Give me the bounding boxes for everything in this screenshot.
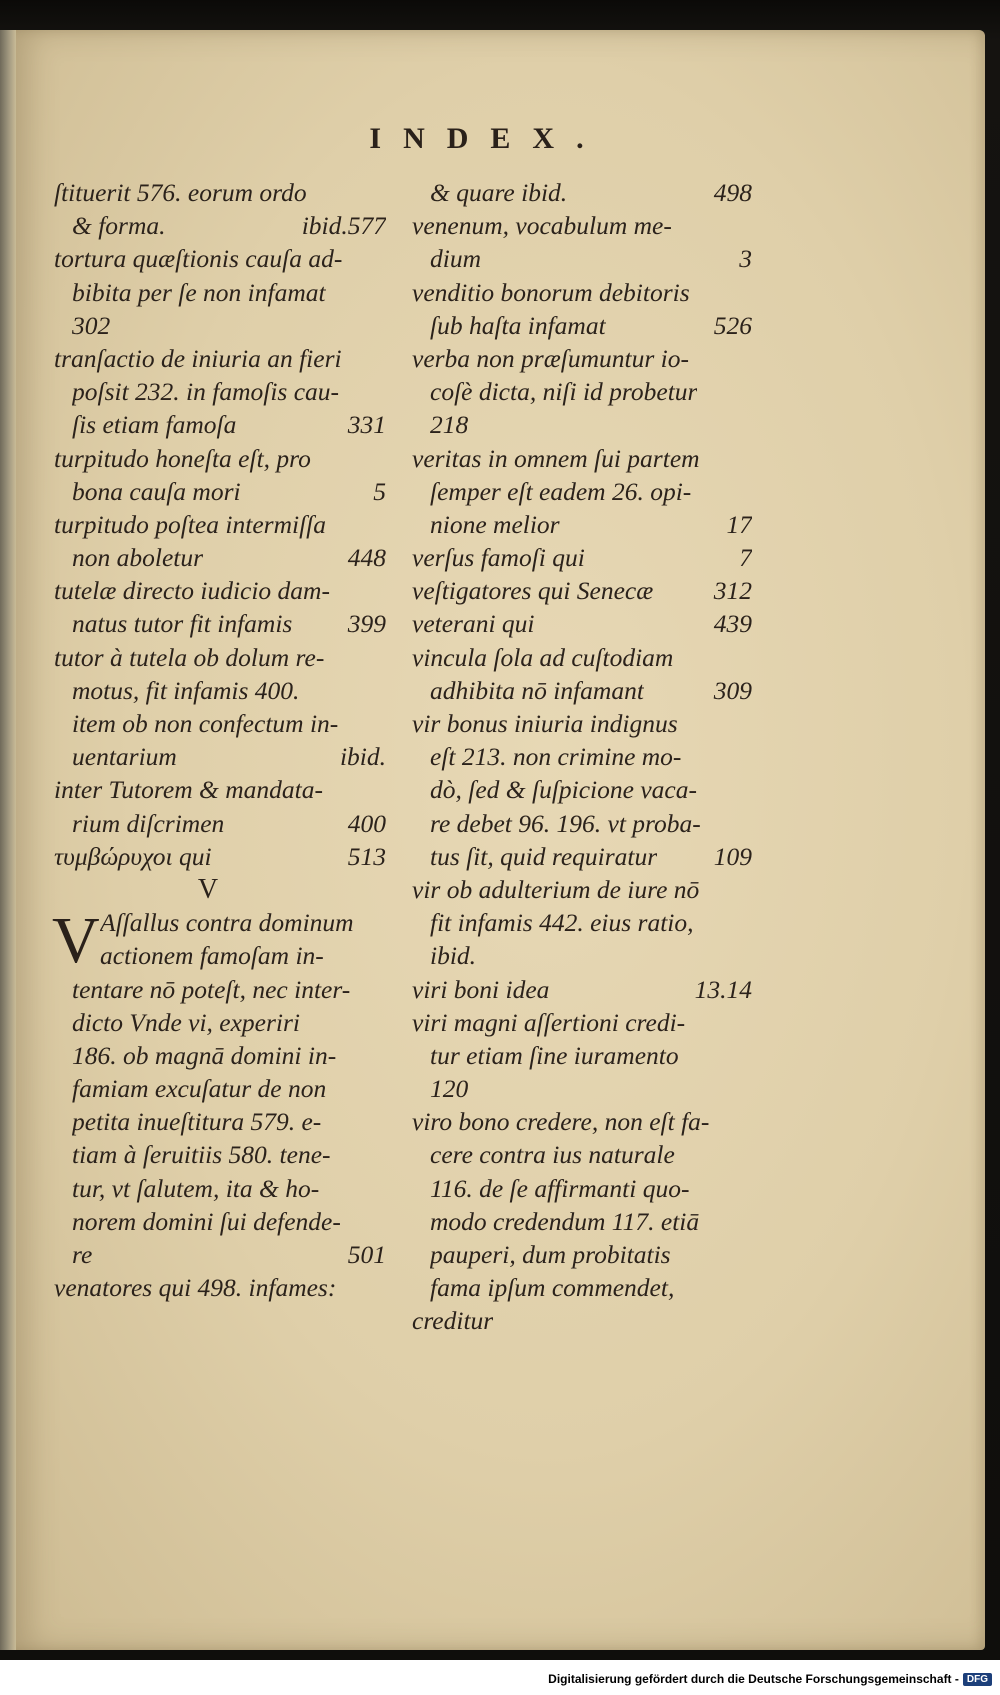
page-reference: ibid.577 xyxy=(301,211,386,241)
index-entry-line xyxy=(54,1271,386,1304)
index-entry-line xyxy=(412,1039,752,1072)
index-entry-line xyxy=(412,607,752,640)
entry-text: bibita per ſe non infamat xyxy=(72,277,326,307)
entry-text: norem domini ſui defende- xyxy=(72,1206,341,1236)
page-reference: 331 xyxy=(347,410,386,440)
entry-text: venatores qui 498. infames: xyxy=(54,1273,337,1303)
entry-text: re debet 96. 196. vt proba- xyxy=(430,808,701,838)
index-entry-line xyxy=(412,641,752,674)
entry-text: tutelæ directo iudicio dam- xyxy=(54,576,330,606)
page-reference: 5 xyxy=(373,476,386,506)
entry-text: 120 xyxy=(430,1074,469,1104)
index-entry-line xyxy=(412,209,752,242)
entry-text: creditur xyxy=(412,1306,494,1336)
section-v-block xyxy=(54,906,386,1304)
entry-text: viri boni idea xyxy=(412,974,550,1004)
entry-text: tranſactio de iniuria an fieri xyxy=(54,343,342,373)
entry-text: 302 xyxy=(72,310,111,340)
index-entry-line xyxy=(412,408,752,441)
index-entry-line xyxy=(412,1205,752,1238)
entry-text: vir bonus iniuria indignus xyxy=(412,709,678,738)
index-entry-line xyxy=(412,276,752,309)
page-reference: 17 xyxy=(726,509,752,539)
digitization-credit xyxy=(548,1668,992,1690)
index-entry-line xyxy=(412,1072,752,1105)
entry-text: verba non præſumuntur io- xyxy=(412,343,689,373)
page-reference: 439 xyxy=(713,609,752,639)
index-entry-line xyxy=(54,1039,386,1072)
index-entry-line xyxy=(54,773,386,806)
entry-text: eſt 213. non crimine mo- xyxy=(430,742,682,772)
index-entry-line xyxy=(54,807,386,840)
entry-text: τυμβώρυχοι qui xyxy=(54,841,212,871)
entry-text: tutor à tutela ob dolum re- xyxy=(54,642,325,672)
entry-text: veritas in omnem ſui partem xyxy=(412,443,700,473)
entry-text: inter Tutorem & mandata- xyxy=(54,775,323,805)
index-entry-line xyxy=(54,508,386,541)
entry-text: natus tutor fit infamis xyxy=(72,609,293,639)
entry-text: poſsit 232. in famoſis cau- xyxy=(72,377,340,407)
index-entry-line xyxy=(54,242,386,275)
page-reference: 448 xyxy=(347,543,386,573)
index-entry-line xyxy=(54,607,386,640)
index-entry-line xyxy=(412,342,752,375)
entry-text: ſis etiam famoſa xyxy=(72,410,237,440)
index-entry-line xyxy=(54,707,386,740)
index-entry-line xyxy=(412,939,752,972)
index-entry-line xyxy=(54,475,386,508)
entry-text: venenum, vocabulum me- xyxy=(412,211,672,241)
index-entry-line xyxy=(54,1105,386,1138)
index-entry-line xyxy=(412,508,752,541)
entry-text: pauperi, dum probitatis xyxy=(430,1240,671,1269)
index-entry-line xyxy=(412,807,752,840)
entry-text: dò, ſed & ſuſpicione vaca- xyxy=(430,775,697,805)
index-entry-line xyxy=(412,740,752,773)
entry-text: bona cauſa mori xyxy=(72,476,241,506)
entry-text: tur etiam ſine iuramento xyxy=(430,1040,679,1070)
entry-text: viro bono credere, non eſt fa- xyxy=(412,1107,710,1137)
page-reference: 498 xyxy=(713,178,752,207)
index-entry-line xyxy=(54,1205,386,1238)
entry-text: 218 xyxy=(430,410,469,440)
page-reference: 3 xyxy=(739,244,752,274)
index-entry-line xyxy=(412,442,752,475)
index-entry-line xyxy=(54,1072,386,1105)
page-edge xyxy=(0,30,16,1650)
index-entry-line xyxy=(412,773,752,806)
credit-text: Digitalisierung gefördert durch die Deutsche Forschungsgemeinschaft - xyxy=(548,1672,959,1686)
entry-text: viri magni aſſertioni credi- xyxy=(412,1007,686,1037)
entry-text: tortura quæſtionis cauſa ad- xyxy=(54,244,343,274)
entry-text: non aboletur xyxy=(72,543,204,573)
index-entry-line xyxy=(412,176,752,209)
index-entry-line xyxy=(54,176,386,209)
entry-text: ſemper eſt eadem 26. opi- xyxy=(430,476,692,506)
entry-text: motus, fit infamis 400. xyxy=(72,675,300,705)
index-entry-line xyxy=(412,242,752,275)
entry-text: re xyxy=(72,1240,93,1269)
page-reference: 13.14 xyxy=(694,974,752,1004)
drop-capital: V xyxy=(52,904,100,978)
entry-text: ſtituerit 576. eorum ordo xyxy=(54,178,307,207)
index-entry-line xyxy=(412,906,752,939)
index-entry-line xyxy=(412,1304,752,1337)
index-entry-line xyxy=(54,574,386,607)
index-entry-line xyxy=(54,541,386,574)
index-entry-line xyxy=(412,973,752,1006)
page-reference: ibid. xyxy=(339,742,386,772)
entry-text: ibid. xyxy=(430,941,477,971)
index-entry-line xyxy=(54,442,386,475)
index-entry-line xyxy=(54,276,386,309)
entry-text: vincula ſola ad cuſtodiam xyxy=(412,642,674,672)
entry-text: adhibita nō infamant xyxy=(430,675,644,705)
entry-text: veſtigatores qui Senecæ xyxy=(412,576,654,606)
index-entry-line xyxy=(54,740,386,773)
index-entry-line xyxy=(54,342,386,375)
entry-text: Aſſallus contra dominum xyxy=(100,908,354,938)
dfg-logo: DFG xyxy=(963,1673,992,1686)
index-entry-line xyxy=(54,906,386,939)
entry-text: fama ipſum commendet, xyxy=(430,1273,675,1303)
index-entry-line xyxy=(412,1172,752,1205)
entry-text: tentare nō poteſt, nec inter- xyxy=(72,974,351,1004)
index-entry-line xyxy=(412,840,752,873)
index-entry-line xyxy=(412,574,752,607)
index-entry-line xyxy=(54,641,386,674)
entry-text: actionem famoſam in- xyxy=(100,941,324,971)
index-entry-line xyxy=(412,1105,752,1138)
entry-text: tur, vt ſalutem, ita & ho- xyxy=(72,1173,320,1203)
index-entry-line xyxy=(54,840,386,873)
running-head: INDEX. xyxy=(369,122,606,155)
entry-text: & forma. xyxy=(72,211,166,241)
index-entry-line xyxy=(412,375,752,408)
entry-text: tiam à ſeruitiis 580. tene- xyxy=(72,1140,331,1170)
index-entry-line xyxy=(54,375,386,408)
entry-text: famiam excuſatur de non xyxy=(72,1074,327,1104)
index-entry-line xyxy=(54,408,386,441)
entry-text: turpitudo poſtea intermiſſa xyxy=(54,509,326,539)
index-entry-line xyxy=(412,541,752,574)
entry-text: 116. de ſe affirmanti quo- xyxy=(430,1173,690,1203)
entry-text: & quare ibid. xyxy=(430,178,568,207)
index-column-left xyxy=(54,176,386,1304)
index-entry-line xyxy=(54,1138,386,1171)
entry-text: fit infamis 442. eius ratio, xyxy=(430,908,694,938)
index-column-right xyxy=(412,176,752,1338)
index-entry-line xyxy=(412,674,752,707)
index-entry-line xyxy=(54,973,386,1006)
page-reference: 501 xyxy=(347,1240,386,1269)
index-entry-line xyxy=(54,309,386,342)
index-entry-line xyxy=(412,1271,752,1304)
index-entry-line xyxy=(412,873,752,906)
entry-text: coſè dicta, niſi id probetur xyxy=(430,377,698,407)
page-reference: 526 xyxy=(713,310,752,340)
entry-text: tus ſit, quid requiratur xyxy=(430,841,658,871)
page-reference: 513 xyxy=(347,841,386,871)
index-entry-line xyxy=(412,1006,752,1039)
index-entry-line xyxy=(412,475,752,508)
entry-text: uentarium xyxy=(72,742,177,772)
entry-text: petita inueſtitura 579. e- xyxy=(72,1107,322,1137)
entry-text: ſub haſta infamat xyxy=(430,310,606,340)
page-reference: 399 xyxy=(347,609,386,639)
index-entry-line xyxy=(54,1006,386,1039)
index-entry-line xyxy=(54,1172,386,1205)
entry-text: venditio bonorum debitoris xyxy=(412,277,690,307)
index-entry-line xyxy=(54,939,386,972)
page-reference: 309 xyxy=(713,675,752,705)
entry-text: veterani qui xyxy=(412,609,535,639)
index-entry-line xyxy=(54,1238,386,1271)
page-reference: 400 xyxy=(347,808,386,838)
entry-text: turpitudo honeſta eſt, pro xyxy=(54,443,311,473)
entry-text: rium diſcrimen xyxy=(72,808,225,838)
entry-text: nione melior xyxy=(430,509,560,539)
entry-text: cere contra ius naturale xyxy=(430,1140,675,1170)
entry-text: vir ob adulterium de iure nō xyxy=(412,874,700,904)
entry-text: modo credendum 117. etiā xyxy=(430,1206,700,1236)
page-reference: 312 xyxy=(713,576,752,606)
page-reference: 7 xyxy=(739,543,752,573)
index-entry-line xyxy=(412,1238,752,1271)
section-letter-heading: V xyxy=(197,873,219,905)
entry-text: dium xyxy=(430,244,481,274)
entry-text: dicto Vnde vi, experiri xyxy=(72,1007,301,1037)
index-entry-line xyxy=(54,209,386,242)
entry-text: item ob non confectum in- xyxy=(72,709,339,738)
entry-text: verſus famoſi qui xyxy=(412,543,585,573)
entry-text: 186. ob magnā domini in- xyxy=(72,1040,337,1070)
index-entry-line xyxy=(412,707,752,740)
index-entry-line xyxy=(54,674,386,707)
page-reference: 109 xyxy=(713,841,752,871)
index-entry-line xyxy=(412,309,752,342)
index-entry-line xyxy=(412,1138,752,1171)
